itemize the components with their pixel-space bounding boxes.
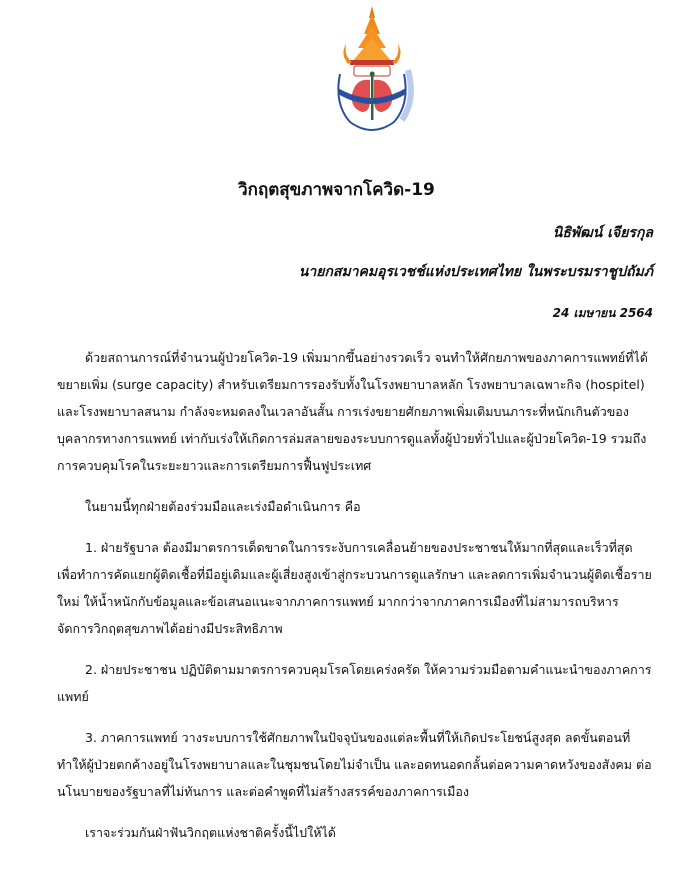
author-name: นิธิพัฒน์ เจียรกุล <box>552 225 653 241</box>
paragraph-call: ในยามนี้ทุกฝ่ายต้องร่วมมือและเร่งมือดำเนินการ คือ <box>85 499 361 514</box>
document-date: 24 เมษายน 2564 <box>552 306 653 320</box>
paragraph-closing: เราจะร่วมกันฝ่าฟันวิกฤตแห่งชาติครั้งนี้ไปให้ได้ <box>85 825 336 840</box>
paragraph-intro: ด้วยสถานการณ์ที่จำนวนผู้ป่วยโควิด-19 เพิ่มมากขึ้นอย่างรวดเร็ว จนทำให้ศักยภาพของภาคการแพทย์ที่ได้ขยายเพิ่ม (surge capacity) สำหรับเตรียมการรองรับทั้งในโรงพยาบาลหลัก โรงพยาบาลเฉพาะกิจ (hospitel) และโรงพยาบาลสนาม กำลังจะหมดลงในเวลาอันสั้น การเร่งขยายศักยภาพเพิ่มเติมบนภาระที่หนักเกินตัวของบุคลากรทางการแพทย์ เท่ากับเร่งให้เกิดการล่มสลายของระบบการดูแลทั้งผู้ป่วยทั่วไปและผู้ป่วยโควิด-19 รวมถึงการควบคุมโรคในระยะยาวและการเตรียมการฟื้นฟูประเทศ <box>57 350 648 473</box>
document-body <box>57 344 653 860</box>
author-position: นายกสมาคมอุรเวชช์แห่งประเทศไทย ในพระบรมราชูปถัมภ์ <box>298 264 653 280</box>
paragraph-item-1: 1. ฝ่ายรัฐบาล ต้องมีมาตรการเด็ดขาดในการระงับการเคลื่อนย้ายของประชาชนให้มากที่สุดและเร็วที่สุด เพื่อทำการคัดแยกผู้ติดเชื้อที่มีอยู่เดิมและผู้เสี่ยงสูงเข้าสู่กระบวนการดูแลรักษา และลดการเพิ่มจำนวนผู้ติดเชื้อรายใหม่ ให้น้ำหนักกับข้อมูลและข้อเสนอแนะจากภาคการแพทย์ มากกว่าจากภาคการเมืองที่ไม่สามารถบริหารจัดการวิกฤตสุขภาพได้อย่างมีประสิทธิภาพ <box>57 540 652 636</box>
paragraph-item-3: 3. ภาคการแพทย์ วางระบบการใช้ศักยภาพในปัจจุบันของแต่ละพื้นที่ให้เกิดประโยชน์สูงสุด ลดขั้นตอนที่ทำให้ผู้ป่วยตกค้างอยู่ในโรงพยาบาลและในชุมชนโดยไม่จำเป็น และอดทนอดกลั้นต่อความคาดหวังของสังคม ต่อนโนบายของรัฐบาลที่ไม่ทันการ และต่อคำพูดที่ไม่สร้างสรรค์ของภาคการเมือง <box>57 730 652 799</box>
page-title: วิกฤตสุขภาพจากโควิด-19 <box>238 180 435 200</box>
paragraph-item-2: 2. ฝ่ายประชาชน ปฏิบัติตามมาตรการควบคุมโรคโดยเคร่งครัด ให้ความร่วมมือตามคำแนะนำของภาคการแพทย์ <box>57 662 652 704</box>
society-logo <box>320 4 424 142</box>
